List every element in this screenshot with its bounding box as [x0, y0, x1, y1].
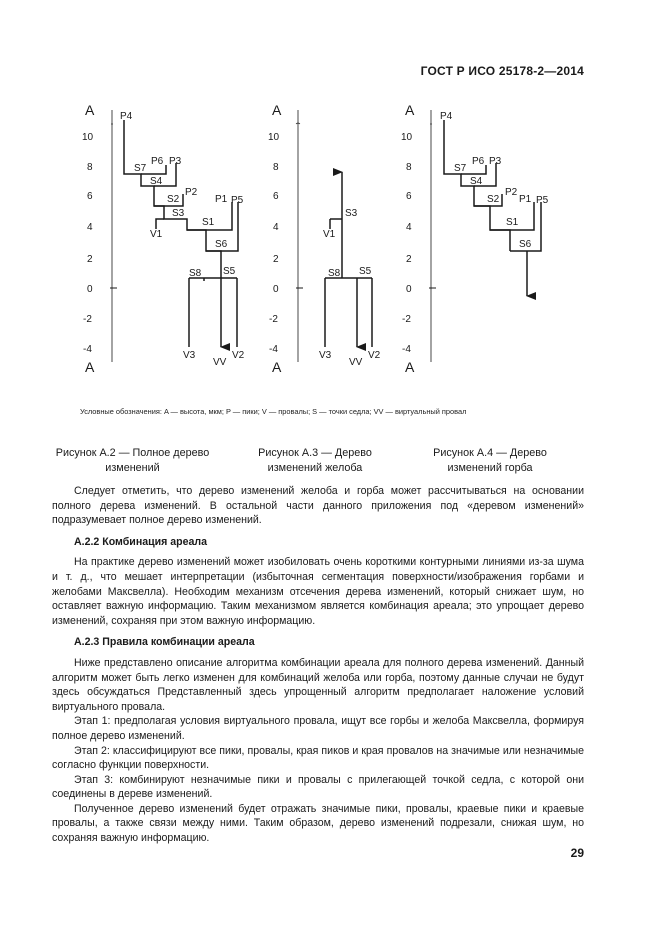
caption-line: Рисунок А.4 — Дерево [433, 447, 547, 459]
label-vv: VV [349, 357, 363, 368]
caption-line: изменений желоба [267, 462, 363, 474]
tick-label: -4 [402, 344, 411, 355]
axis-label-bottom: A [85, 359, 95, 375]
label-s8: S8 [328, 268, 341, 279]
tick-label: 6 [406, 191, 412, 202]
tick-label: 10 [401, 132, 413, 143]
section-heading: А.2.2 Комбинация ареала [74, 535, 208, 548]
label-s5: S5 [223, 266, 236, 277]
label-p5: P5 [536, 195, 549, 206]
paragraph: Этап 2: классифицируют все пики, провалы, края пиков и края провалов на значимые или незначимые согласно функции поверхности. [52, 744, 584, 772]
label-p1: P1 [519, 194, 532, 205]
label-s5: S5 [359, 266, 372, 277]
label-p2: P2 [505, 187, 518, 198]
caption-figure-a3 [230, 446, 400, 476]
label-s8: S8 [189, 268, 202, 279]
label-p3: P3 [489, 156, 502, 167]
label-p5: P5 [231, 195, 244, 206]
axis-label-top: A [405, 102, 415, 118]
tick-label: 0 [406, 284, 412, 295]
label-p6: P6 [472, 156, 485, 167]
label-s1: S1 [202, 217, 215, 228]
label-s6: S6 [519, 239, 532, 250]
label-v1: V1 [323, 229, 336, 240]
figure-a4 [429, 110, 541, 362]
label-p6: P6 [151, 156, 164, 167]
label-v2: V2 [368, 350, 381, 361]
tick-label: 0 [87, 284, 93, 295]
tick-label: 10 [82, 132, 94, 143]
tick-label: 4 [273, 222, 279, 233]
caption-line: изменений горба [447, 462, 533, 474]
tick-label: 6 [87, 191, 93, 202]
label-s3: S3 [172, 208, 185, 219]
caption-figure-a2 [40, 446, 225, 476]
label-v3: V3 [183, 350, 196, 361]
paragraph: Этап 1: предполагая условия виртуального провала, ищут все горбы и желоба Максвелла, формируя полное дерево изменений. [52, 715, 584, 742]
body-text [52, 484, 584, 846]
caption-line: Рисунок А.3 — Дерево [258, 447, 372, 459]
paragraph: На практике дерево изменений может изобиловать очень короткими контурными линиями из-за шума и т. д., что мешает интерпретации (избыточная сегментация поверхности/изображения горбами и желобами Максвелла). Необходим механизм отсечения дерева изменений, который снижает шум, но оставляет важную информацию. Таким механизмом является комбинация ареала; это упрощает дерево изменений, сохраняя при этом важную информацию. [52, 556, 584, 627]
tick-label: -4 [269, 344, 278, 355]
label-s4: S4 [150, 176, 163, 187]
tick-label: -2 [402, 314, 411, 325]
tick-label: 2 [273, 254, 279, 265]
label-p2: P2 [185, 187, 198, 198]
paragraph: Этап 3: комбинируют незначимые пики и провалы с прилегающей точкой седла, с которой они соединены в дереве изменений. [52, 773, 584, 801]
paragraph: Следует отметить, что дерево изменений желоба и горба может рассчитываться на основании полного дерева изменений. В остальной части данного приложения под «деревом изменений» подразумевает полное дерево изменений. [52, 485, 584, 527]
label-s3: S3 [345, 208, 358, 219]
label-s1: S1 [506, 217, 519, 228]
section-heading: А.2.3 Правила комбинации ареала [74, 636, 255, 649]
page-number: 29 [570, 846, 584, 860]
figure-legend: Условные обозначения: A — высота, мкм; P — пики; V — провалы; S — точки седла; VV — виртуальный провал [80, 407, 467, 416]
label-s4: S4 [470, 176, 483, 187]
caption-figure-a4 [400, 446, 580, 476]
label-s2: S2 [167, 194, 180, 205]
tick-label: 8 [87, 162, 93, 173]
tick-label: 10 [268, 132, 280, 143]
label-v1: V1 [150, 229, 163, 240]
tick-label: 2 [87, 254, 93, 265]
figures-area [0, 0, 661, 420]
tick-label: 4 [87, 222, 93, 233]
label-s7: S7 [454, 163, 467, 174]
label-p3: P3 [169, 156, 182, 167]
tick-label: -2 [83, 314, 92, 325]
label-v3: V3 [319, 350, 332, 361]
axis-label-top: A [85, 102, 95, 118]
tick-label: 0 [273, 284, 279, 295]
tick-label: 4 [406, 222, 412, 233]
tick-label: 6 [273, 191, 279, 202]
figure-a4-labels [401, 102, 549, 375]
axis-label-bottom: A [405, 359, 415, 375]
label-s2: S2 [487, 194, 500, 205]
axis-label-top: A [272, 102, 282, 118]
caption-line: Рисунок А.2 — Полное дерево [55, 447, 210, 459]
tick-label: 8 [406, 162, 412, 173]
label-s7: S7 [134, 163, 147, 174]
paragraph: Полученное дерево изменений будет отражать значимые пики, провалы, краевые пики и краевые провалы, а также связи между ними. Таким образом, дерево изменений подрезали, снижая шум, но сохраняя важную информацию. [52, 802, 584, 845]
caption-line: изменений [105, 462, 160, 474]
paragraph: Ниже представлено описание алгоритма комбинации ареала для полного дерева изменений. Данный алгоритм может быть легко изменен для комбинаций желоба или горба, поэтому данные случаи не будут здесь обсуждаться Представленный здесь упрощенный алгоритм предполагает наложение условий виртуального провала. [52, 656, 584, 713]
label-s6: S6 [215, 239, 228, 250]
label-p4: P4 [440, 111, 453, 122]
tick-label: 2 [406, 254, 412, 265]
tick-label: 8 [273, 162, 279, 173]
figure-a2 [110, 110, 238, 362]
label-v2: V2 [232, 350, 245, 361]
label-p1: P1 [215, 194, 228, 205]
label-p4: P4 [120, 111, 133, 122]
tick-label: -4 [83, 344, 92, 355]
axis-label-bottom: A [272, 359, 282, 375]
label-vv: VV [213, 357, 227, 368]
page-header: ГОСТ Р ИСО 25178-2—2014 [420, 64, 584, 78]
tick-label: -2 [269, 314, 278, 325]
